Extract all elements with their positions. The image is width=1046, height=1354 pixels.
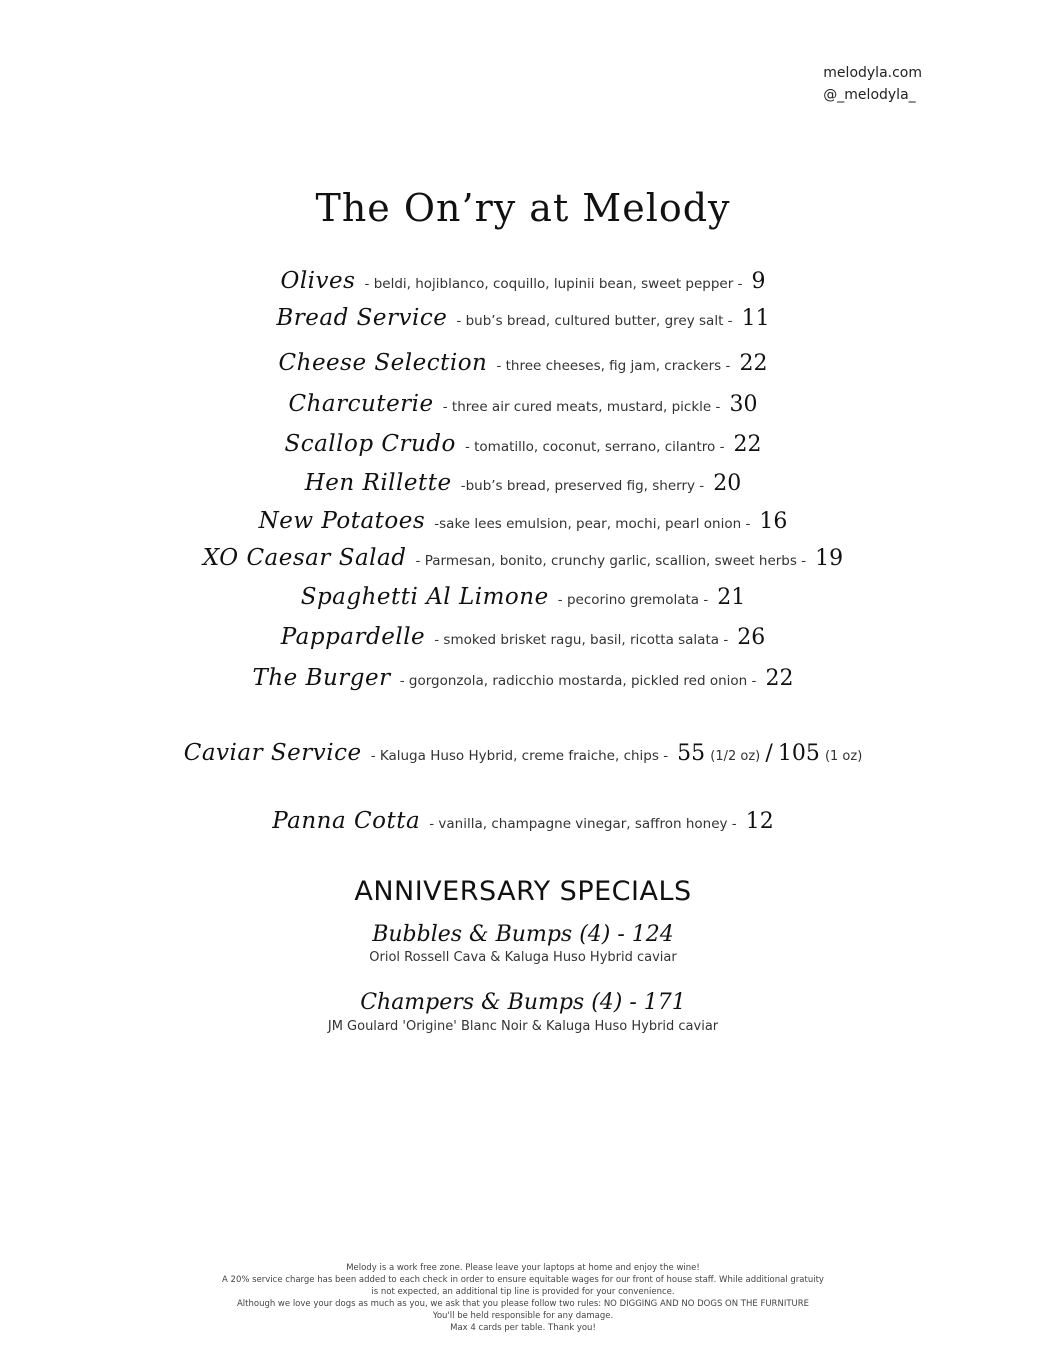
footer-line: Although we love your dogs as much as you, we ask that you please follow two rules: NO DIGGING AND NO DOGS ON THE FURNITURE [236, 1299, 810, 1309]
menu-item-description: - pecorino gremolata - [557, 592, 709, 608]
caviar-price-small: 55 [677, 741, 706, 766]
menu-item-description: - Kaluga Huso Hybrid, creme fraiche, chips - [370, 748, 669, 764]
menu-item [0, 545, 1046, 571]
footer-line: is not expected, an additional tip line is provided for your convenience. [371, 1287, 675, 1297]
menu-item [0, 470, 1046, 496]
special-item-description: Oriol Rossell Cava & Kaluga Huso Hybrid caviar [369, 950, 677, 965]
menu-item-description: - smoked brisket ragu, basil, ricotta salata - [434, 632, 729, 648]
menu-item-description: -bub’s bread, preserved fig, sherry - [460, 478, 705, 494]
footer-line: Max 4 cards per table. Thank you! [450, 1323, 596, 1333]
menu-item-description: - bub’s bread, cultured butter, grey salt - [456, 313, 733, 329]
menu-item-name: XO Caesar Salad [202, 545, 407, 571]
menu-item-name: Pappardelle [280, 624, 426, 650]
special-item-name: Bubbles & Bumps (4) - 124 [372, 922, 674, 947]
menu-item [0, 624, 1046, 650]
menu-item-description: - tomatillo, coconut, serrano, cilantro - [464, 439, 725, 455]
specials-heading: ANNIVERSARY SPECIALS [354, 876, 692, 907]
menu-item-price: 22 [765, 666, 794, 691]
menu-item-name: Panna Cotta [272, 808, 421, 834]
social-handle-text: @_melodyla_ [823, 87, 916, 103]
menu-item-name: Scallop Crudo [284, 431, 456, 457]
menu-item-description: - vanilla, champagne vinegar, saffron honey - [429, 816, 737, 832]
menu-item-description: - gorgonzola, radicchio mostarda, pickled red onion - [399, 673, 757, 689]
caviar-service-item [0, 740, 1046, 766]
menu-item [0, 305, 1046, 331]
menu-item-name: Charcuterie [288, 391, 434, 417]
menu-item [0, 665, 1046, 691]
menu-item-name: Bread Service [276, 305, 448, 331]
menu-item-description: - beldi, hojiblanco, coquillo, lupinii bean, sweet pepper - [364, 276, 743, 292]
menu-item-price: 21 [717, 585, 746, 610]
menu-title: The On’ry at Melody [315, 186, 731, 230]
menu-item-name: Hen Rillette [304, 470, 452, 496]
menu-item-name: Olives [280, 268, 356, 294]
footer-line: Melody is a work free zone. Please leave your laptops at home and enjoy the wine! [346, 1263, 700, 1273]
special-item-name: Champers & Bumps (4) - 171 [360, 990, 686, 1015]
menu-item [0, 268, 1046, 294]
menu-item-description: -sake lees emulsion, pear, mochi, pearl onion - [434, 516, 751, 532]
menu-item [0, 350, 1046, 376]
menu-item-price: 26 [737, 625, 766, 650]
dessert-item [0, 808, 1046, 834]
menu-item-description: - three air cured meats, mustard, pickle - [442, 399, 721, 415]
menu-item-price: 12 [745, 809, 774, 834]
menu-item [0, 584, 1046, 610]
menu-item-price: 9 [751, 269, 766, 294]
menu-item-description: - Parmesan, bonito, crunchy garlic, scallion, sweet herbs - [415, 553, 807, 569]
caviar-price-large: 105 [777, 741, 820, 766]
menu-item-price: 30 [729, 392, 758, 417]
menu-item [0, 508, 1046, 534]
menu-item [0, 391, 1046, 417]
footer-line: You'll be held responsible for any damage. [432, 1311, 614, 1321]
menu-item-name: The Burger [252, 665, 391, 691]
menu-item [0, 431, 1046, 457]
menu-item-name: New Potatoes [258, 508, 426, 534]
menu-item-name: Caviar Service [183, 740, 362, 766]
menu-item-price: 20 [713, 471, 742, 496]
menu-item-price: 19 [815, 546, 844, 571]
website-text: melodyla.com [823, 65, 922, 81]
menu-item-price: 11 [741, 306, 770, 331]
caviar-size-large: (1 oz) [824, 749, 863, 764]
contact-info [823, 62, 922, 106]
menu-item-price: 22 [739, 351, 768, 376]
menu-item-price: 16 [759, 509, 788, 534]
menu-item-price: 22 [733, 432, 762, 457]
caviar-size-small: (1/2 oz) [710, 749, 761, 764]
menu-item-description: - three cheeses, fig jam, crackers - [496, 358, 731, 374]
menu-item-name: Cheese Selection [278, 350, 488, 376]
special-item-description: JM Goulard 'Origine' Blanc Noir & Kaluga Huso Hybrid caviar [327, 1019, 719, 1034]
footer-line: A 20% service charge has been added to each check in order to ensure equitable wages for our front of house staff. While additional gratuity [222, 1275, 824, 1285]
footer-notes [0, 1262, 1046, 1334]
caviar-price-separator: / [765, 741, 773, 766]
menu-item-name: Spaghetti Al Limone [300, 584, 549, 610]
